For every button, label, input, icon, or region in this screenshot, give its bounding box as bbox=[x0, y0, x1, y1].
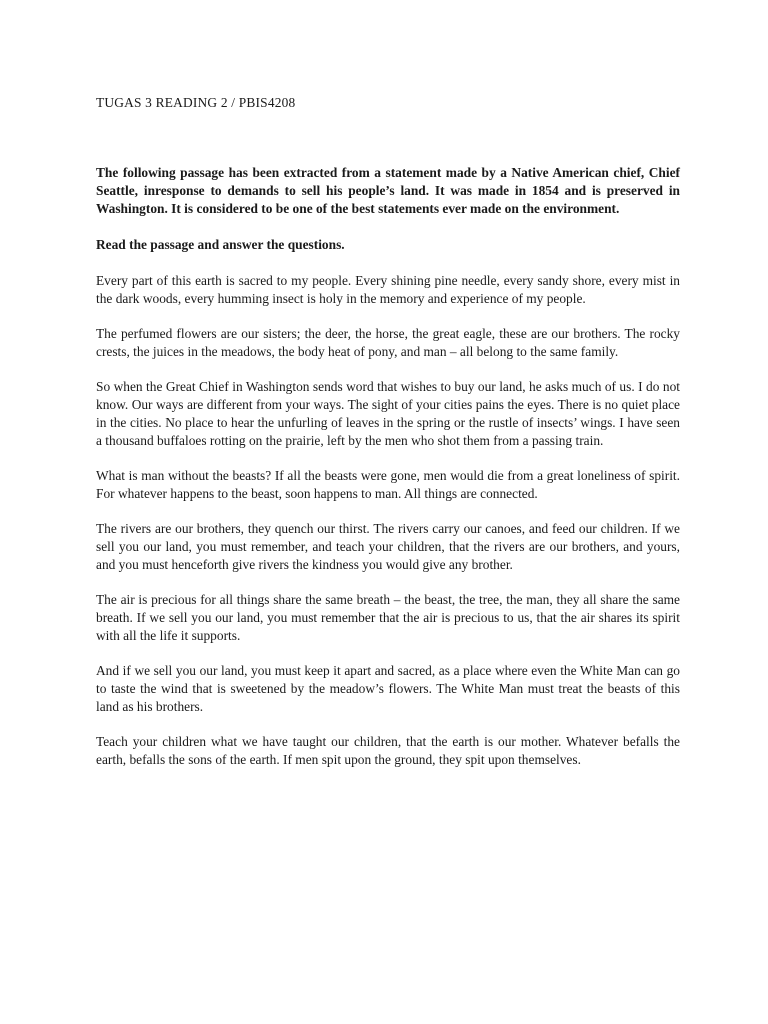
passage-paragraph-7: And if we sell you our land, you must keep it apart and sacred, as a place where even the White Man can go to taste the wind that is sweetened by the meadow’s flowers. The White Man must treat the beasts of this land as his brothers. bbox=[96, 663, 680, 714]
instruction-paragraph: Read the passage and answer the questions. bbox=[96, 237, 345, 252]
passage-paragraph-6: The air is precious for all things share the same breath – the beast, the tree, the man, they all share the same breath. If we sell you our land, you must remember that the air is precious to us, that the air shares its spirit with all the life it supports. bbox=[96, 592, 680, 643]
document-body bbox=[96, 164, 680, 786]
passage-paragraph-5: The rivers are our brothers, they quench our thirst. The rivers carry our canoes, and feed our children. If we sell you our land, you must remember, and teach your children, that the rivers are our brothers, and yours, and you must henceforth give rivers the kindness you would give any brother. bbox=[96, 521, 680, 572]
passage-paragraph-2: The perfumed flowers are our sisters; the deer, the horse, the great eagle, these are our brothers. The rocky crests, the juices in the meadows, the body heat of pony, and man – all belong to the same family. bbox=[96, 326, 680, 359]
passage-paragraph-4: What is man without the beasts? If all the beasts were gone, men would die from a great loneliness of spirit. For whatever happens to the beast, soon happens to man. All things are connected. bbox=[96, 468, 680, 501]
passage-paragraph-1: Every part of this earth is sacred to my people. Every shining pine needle, every sandy shore, every mist in the dark woods, every humming insect is holy in the memory and experience of my people. bbox=[96, 273, 680, 306]
passage-paragraph-8: Teach your children what we have taught our children, that the earth is our mother. Whatever befalls the earth, befalls the sons of the earth. If men spit upon the ground, they spit upon themselves. bbox=[96, 734, 680, 767]
document-header: TUGAS 3 READING 2 / PBIS4208 bbox=[96, 95, 296, 110]
intro-paragraph: The following passage has been extracted from a statement made by a Native American chief, Chief Seattle, inresponse to demands to sell his people’s land. It was made in 1854 and is preserved in Washington. It is considered to be one of the best statements ever made on the environment. bbox=[96, 165, 680, 216]
passage-paragraph-3: So when the Great Chief in Washington sends word that wishes to buy our land, he asks much of us. I do not know. Our ways are different from your ways. The sight of your cities pains the eyes. There is no quiet place in the cities. No place to hear the unfurling of leaves in the spring or the rustle of insects’ wings. I have seen a thousand buffaloes rotting on the prairie, left by the men who shot them from a passing train. bbox=[96, 379, 680, 448]
